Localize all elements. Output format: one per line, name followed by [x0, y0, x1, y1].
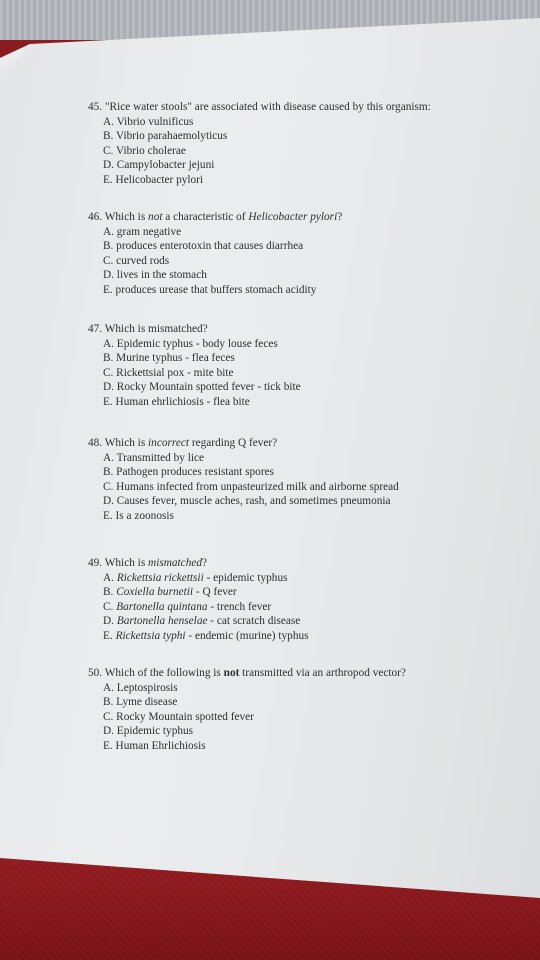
question-46: [88, 210, 342, 298]
stem-text: a characteristic of: [162, 211, 249, 223]
option-e: E. Is a zoonosis: [103, 509, 174, 522]
option-c: C. Vibrio cholerae: [103, 144, 186, 157]
stem-emphasis: Helicobacter pylori: [248, 211, 338, 223]
option-b: [88, 585, 309, 600]
option-letter: A.: [103, 571, 114, 584]
stem-emphasis: incorrect: [148, 437, 190, 449]
option-d: D. Epidemic typhus: [103, 725, 194, 738]
option-letter: B.: [103, 586, 114, 599]
option-a: A. gram negative: [103, 225, 182, 238]
stem-text: 46. Which is: [88, 211, 149, 223]
organism-name: Bartonella quintana: [116, 600, 208, 613]
option-d: D. Rocky Mountain spotted fever - tick bite: [103, 381, 301, 394]
option-text: - epidemic typhus: [203, 571, 288, 584]
stem-text: ?: [337, 211, 343, 223]
option-b: B. Lyme disease: [103, 696, 178, 709]
option-letter: E.: [103, 629, 113, 642]
stem-text: regarding Q fever?: [189, 437, 278, 449]
option-c: C. curved rods: [103, 254, 170, 267]
option-letter: C.: [103, 600, 114, 613]
option-b: B. produces enterotoxin that causes diarrhea: [103, 240, 304, 253]
stem-text: transmitted via an arthropod vector?: [239, 667, 406, 679]
stem-bold: not: [223, 667, 240, 679]
stem-text: 48. Which is: [88, 437, 149, 449]
option-b: B. Vibrio parahaemolyticus: [103, 130, 228, 143]
option-a: [88, 571, 309, 586]
option-d: D. Campylobacter jejuni: [103, 159, 215, 172]
option-b: B. Pathogen produces resistant spores: [103, 466, 274, 479]
organism-name: Bartonella henselae: [116, 615, 208, 628]
question-stem: [88, 556, 309, 571]
option-d: D. Causes fever, muscle aches, rash, and sometimes pneumonia: [103, 495, 391, 508]
option-a: A. Vibrio vulnificus: [103, 115, 194, 128]
question-50: [88, 666, 406, 754]
question-stem: 45. "Rice water stools" are associated with disease caused by this organism:: [88, 101, 431, 113]
option-text: - endemic (murine) typhus: [185, 629, 309, 642]
option-e: [88, 629, 309, 644]
question-49: [88, 556, 309, 644]
option-e: E. Human ehrlichiosis - flea bite: [103, 395, 250, 408]
option-a: A. Leptospirosis: [103, 681, 178, 694]
option-text: - Q fever: [193, 586, 237, 599]
option-e: E. Helicobacter pylori: [103, 173, 204, 186]
stem-emphasis: mismatched: [148, 557, 203, 569]
organism-name: Coxiella burnetii: [116, 586, 194, 599]
organism-name: Rickettsia typhi: [115, 629, 186, 642]
option-d: [88, 614, 309, 629]
option-a: A. Epidemic typhus - body louse feces: [103, 337, 278, 350]
option-c: [88, 600, 309, 615]
question-stem: [88, 210, 342, 225]
stem-text: ?: [202, 557, 208, 569]
option-c: C. Rickettsial pox - mite bite: [103, 366, 234, 379]
option-c: C. Humans infected from unpasteurized milk and airborne spread: [103, 480, 399, 493]
organism-name: Rickettsia rickettsii: [116, 571, 204, 584]
question-stem: [88, 666, 406, 681]
option-b: B. Murine typhus - flea feces: [103, 352, 235, 365]
question-45: [88, 100, 431, 188]
question-48: [88, 436, 399, 524]
option-d: D. lives in the stomach: [103, 269, 207, 282]
question-stem: 47. Which is mismatched?: [88, 323, 208, 335]
option-letter: D.: [103, 615, 114, 628]
option-e: E. produces urease that buffers stomach acidity: [103, 283, 317, 296]
question-stem: [88, 436, 399, 451]
option-text: - trench fever: [207, 600, 272, 613]
option-c: C. Rocky Mountain spotted fever: [103, 710, 254, 723]
stem-text: 49. Which is: [88, 557, 149, 569]
stem-text: 50. Which of the following is: [88, 667, 224, 679]
option-text: - cat scratch disease: [207, 615, 301, 628]
stem-emphasis: not: [148, 211, 163, 223]
option-a: A. Transmitted by lice: [103, 451, 205, 464]
question-47: [88, 322, 301, 410]
option-e: E. Human Ehrlichiosis: [103, 739, 206, 752]
